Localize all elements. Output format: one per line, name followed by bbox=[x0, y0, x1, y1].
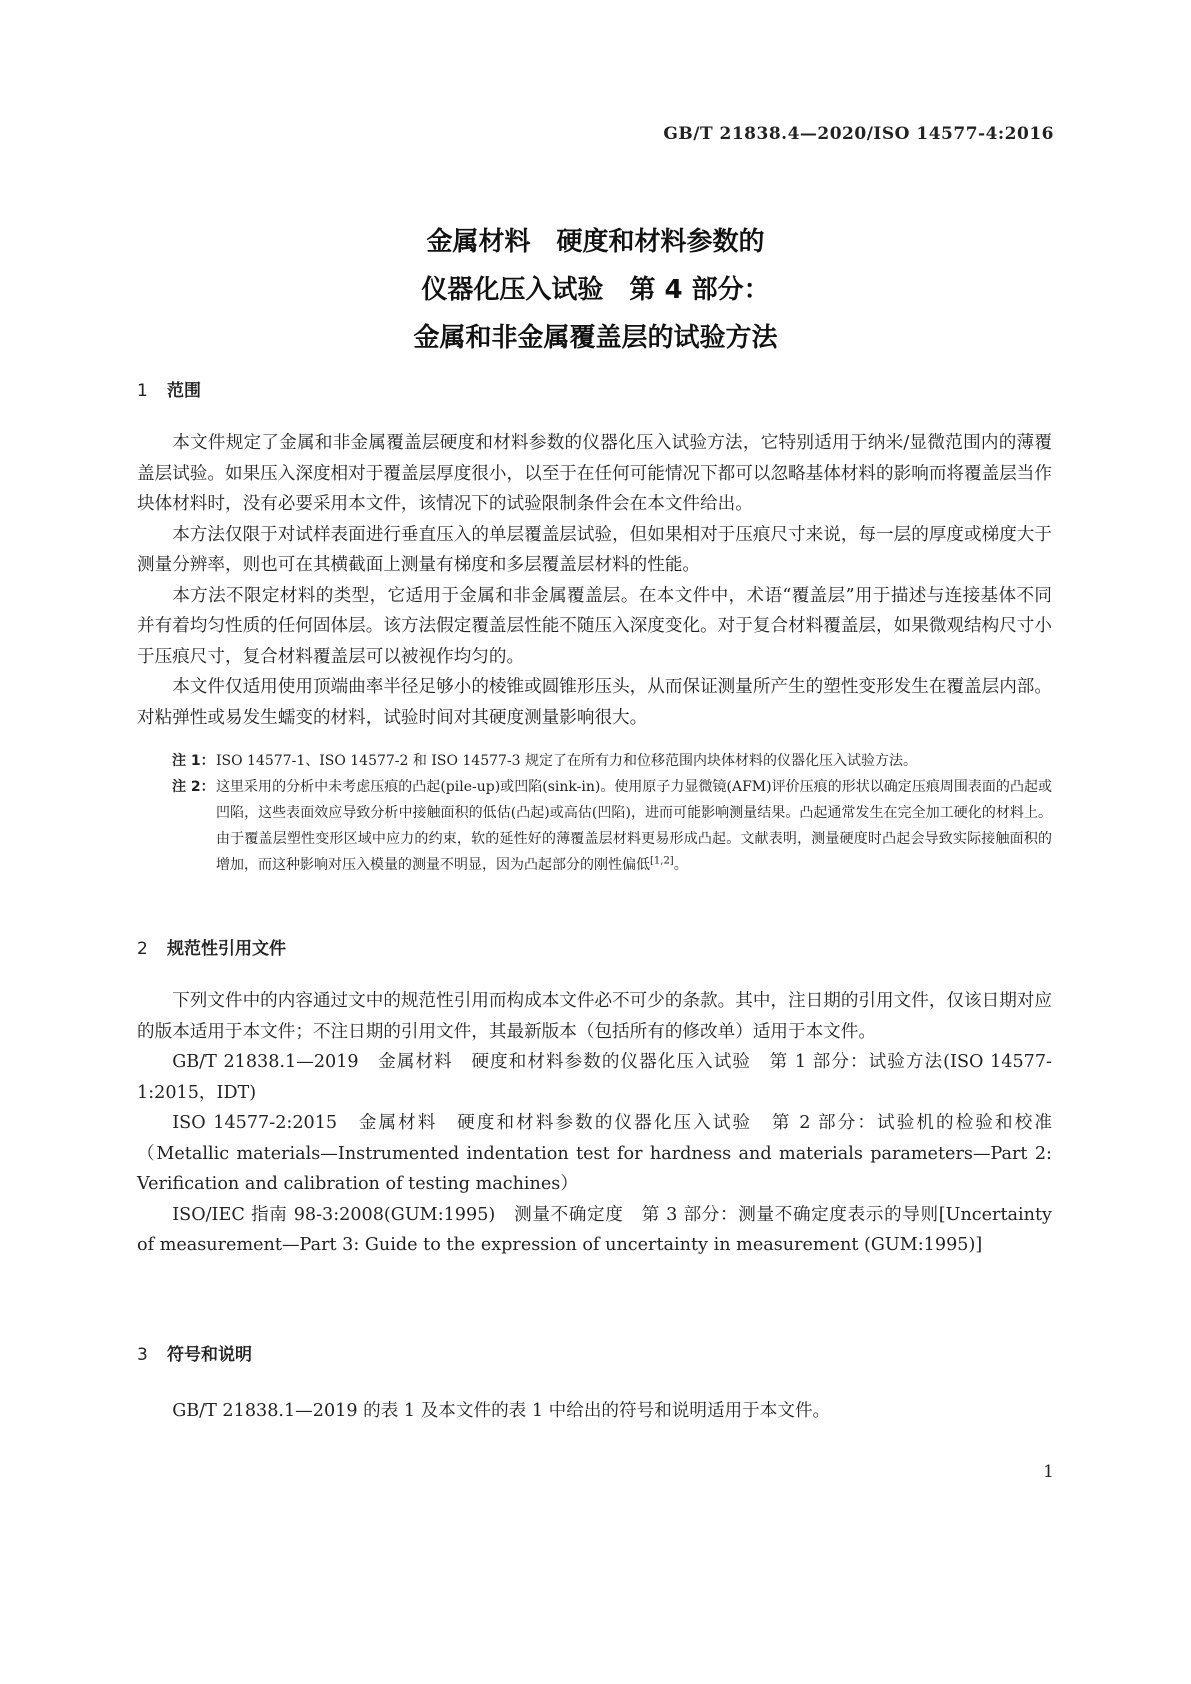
section-title: 范围 bbox=[167, 381, 201, 401]
section-number: 3 bbox=[137, 1345, 148, 1365]
reference-item: GB/T 21838.1—2019 金属材料 硬度和材料参数的仪器化压入试验 第 1 部分：试验方法(ISO 14577-1:2015，IDT) bbox=[137, 1052, 1052, 1103]
title-line-2: 仪器化压入试验 第 4 部分： bbox=[421, 275, 770, 305]
section-number: 2 bbox=[137, 939, 148, 959]
note-end: 。 bbox=[673, 857, 688, 873]
page-number: 1 bbox=[1043, 1462, 1054, 1482]
note-body: 这里采用的分析中未考虑压痕的凸起(pile-up)或凹陷(sink-in)。使用原子力显微镜(AFM)评价压痕的形状以确定压痕周围表面的凸起或凹陷，这些表面效应导致分析中接触面积的低估(凸起)或高估(凹陷)，进而可能影响测量结果。凸起通常发生在完全加工硬化的材料上。由于覆盖层塑性变形区域中应力的约束，软的延性好的薄覆盖层材料更易形成凸起。文献表明，测量硬度时凸起会导致实际接触面积的增加，而这种影响对压入模量的测量不明显，因为凸起部分的刚性偏低 bbox=[216, 779, 1052, 873]
section-1-heading bbox=[137, 376, 201, 401]
paragraph: GB/T 21838.1—2019 的表 1 及本文件的表 1 中给出的符号和说明适用于本文件。 bbox=[172, 1401, 831, 1421]
section-2-heading bbox=[137, 934, 286, 959]
title-line-3: 金属和非金属覆盖层的试验方法 bbox=[413, 323, 778, 353]
note-1 bbox=[172, 748, 1052, 774]
paragraph: 本方法仅限于对试样表面进行垂直压入的单层覆盖层试验，但如果相对于压痕尺寸来说，每一层的厚度或梯度大于测量分辨率，则也可在其横截面上测量有梯度和多层覆盖层材料的性能。 bbox=[137, 524, 1052, 575]
citation: [1,2] bbox=[650, 855, 674, 867]
section-3-heading bbox=[137, 1340, 252, 1365]
paragraph: 本文件规定了金属和非金属覆盖层硬度和材料参数的仪器化压入试验方法，它特别适用于纳米/显微范围内的薄覆盖层试验。如果压入深度相对于覆盖层厚度很小，以至于在任何可能情况下都可以忽略基体材料的影响而将覆盖层当作块体材料时，没有必要采用本文件，该情况下的试验限制条件会在本文件给出。 bbox=[137, 433, 1052, 514]
note-text bbox=[216, 774, 1052, 878]
note-label: 注 2： bbox=[172, 779, 215, 795]
paragraph: 本方法不限定材料的类型，它适用于金属和非金属覆盖层。在本文件中，术语“覆盖层”用于描述与连接基体不同并有着均匀性质的任何固体层。该方法假定覆盖层性能不随压入深度变化。对于复合材料覆盖层，如果微观结构尺寸小于压痕尺寸，复合材料覆盖层可以被视作均匀的。 bbox=[137, 585, 1052, 667]
reference-item: ISO 14577-2:2015 金属材料 硬度和材料参数的仪器化压入试验 第 2 部分：试验机的检验和校准（Metallic materials—Instrumented indentation test for hardness and materials parameters—Part 2: Verification and calibration of testing machines） bbox=[137, 1113, 1052, 1194]
section-1-notes bbox=[172, 748, 1052, 878]
section-2-body bbox=[137, 986, 1052, 1261]
note-text: ISO 14577-1、ISO 14577-2 和 ISO 14577-3 规定了在所有力和位移范围内块体材料的仪器化压入试验方法。 bbox=[216, 753, 918, 769]
paragraph: 本文件仅适用使用顶端曲率半径足够小的棱锥或圆锥形压头，从而保证测量所产生的塑性变形发生在覆盖层内部。对粘弹性或易发生蠕变的材料，试验时间对其硬度测量影响很大。 bbox=[137, 677, 1052, 728]
standard-code-header: GB/T 21838.4—2020/ISO 14577-4:2016 bbox=[663, 124, 1054, 144]
note-2 bbox=[172, 774, 1052, 878]
section-title: 符号和说明 bbox=[167, 1345, 252, 1365]
note-label: 注 1： bbox=[172, 753, 215, 769]
section-3-body bbox=[137, 1396, 1052, 1427]
reference-item: ISO/IEC 指南 98-3:2008(GUM:1995) 测量不确定度 第 3 部分：测量不确定度表示的导则[Uncertainty of measurement—Part 3: Guide to the expression of uncertainty in measurement (GUM:1995)] bbox=[137, 1204, 1052, 1255]
section-1-body bbox=[137, 428, 1052, 733]
paragraph: 下列文件中的内容通过文中的规范性引用而构成本文件必不可少的条款。其中，注日期的引用文件，仅该日期对应的版本适用于本文件；不注日期的引用文件，其最新版本（包括所有的修改单）适用于本文件。 bbox=[137, 991, 1052, 1042]
section-number: 1 bbox=[137, 381, 148, 401]
title-line-1: 金属材料 硬度和材料参数的 bbox=[426, 227, 765, 257]
section-title: 规范性引用文件 bbox=[167, 939, 286, 959]
document-title bbox=[0, 218, 1191, 362]
